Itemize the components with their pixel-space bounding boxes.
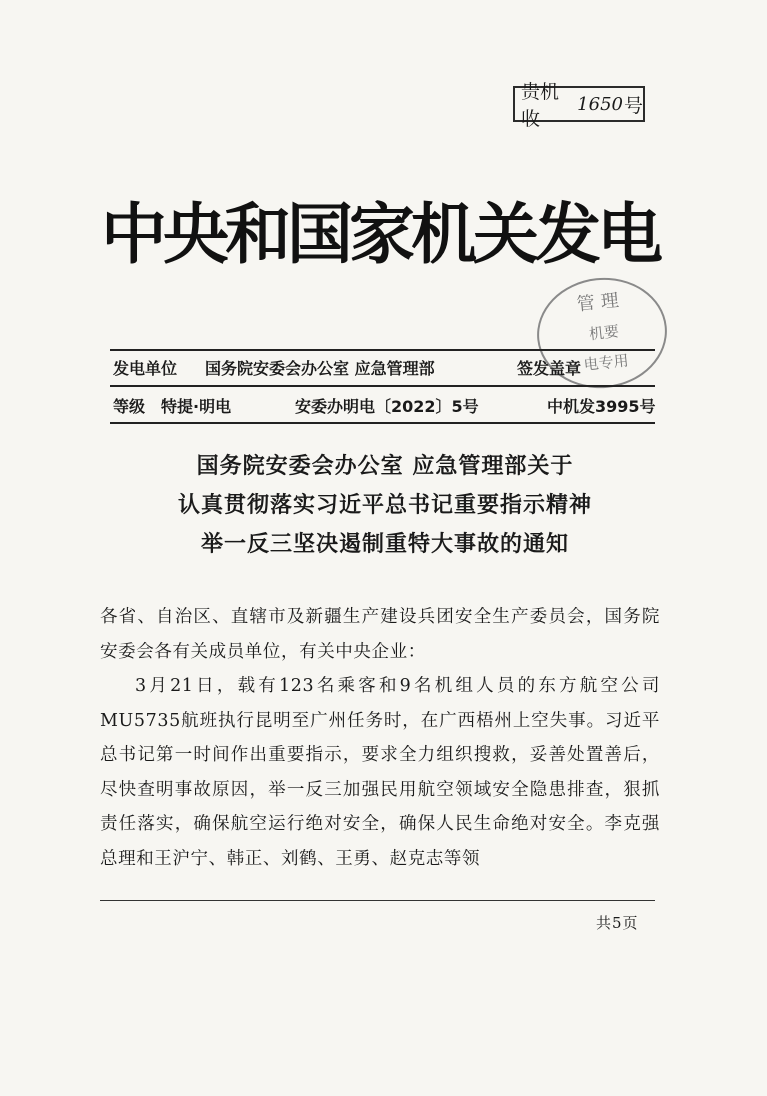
- receipt-stamp-suffix: 号: [623, 94, 643, 117]
- doc-number: 安委办明电〔2022〕5号: [295, 397, 479, 416]
- title-line-3: 举一反三坚决遏制重特大事故的通知: [200, 532, 569, 557]
- seal-bottom-text: 电专用: [582, 351, 630, 375]
- seal-top-text: 管理: [575, 289, 626, 316]
- receipt-stamp: [513, 81, 645, 130]
- body-paragraph-1: 3月21日，载有123名乘客和9名机组人员的东方航空公司MU5735航班执行昆明至广州任务时，在广西梧州上空失事。习近平总书记第一时间作出重要指示，要求全力组织搜救，妥善处置善后，尽快查明事故原因，举一反三加强民用航空领域安全隐患排查，狠抓责任落实，确保航空运行绝对安全，确保人民生命绝对安全。李克强总理和王沪宁、韩正、刘鹤、王勇、赵克志等领: [100, 676, 660, 869]
- dispatch-number: 中机发3995号: [547, 397, 656, 416]
- issuer-label: 发电单位: [113, 359, 178, 378]
- header-rule-middle: [110, 385, 655, 387]
- footer-rule: [100, 900, 655, 901]
- receipt-stamp-number: 1650: [577, 93, 623, 115]
- header-rule-top: [110, 349, 655, 351]
- salutation: 各省、自治区、直辖市及新疆生产建设兵团安全生产委员会，国务院安委会各有关成员单位，有关中央企业：: [100, 607, 660, 662]
- document-body: [100, 600, 660, 876]
- page-count: 共5页: [596, 914, 639, 932]
- receipt-stamp-prefix: 贵机收: [521, 81, 560, 130]
- signer-label: 签发盖章: [517, 359, 582, 378]
- title-line-2: 认真贯彻落实习近平总书记重要指示精神: [177, 493, 592, 518]
- header-rule-bottom: [110, 422, 655, 424]
- level-value: 特提·明电: [161, 397, 232, 416]
- title-line-1: 国务院安委会办公室 应急管理部关于: [196, 454, 574, 479]
- level-label: 等级: [113, 397, 146, 416]
- seal-middle-text: 机要: [588, 322, 620, 344]
- masthead-title: 中央和国家机关发电: [101, 196, 659, 273]
- issuer-value: 国务院安委会办公室 应急管理部: [205, 359, 435, 378]
